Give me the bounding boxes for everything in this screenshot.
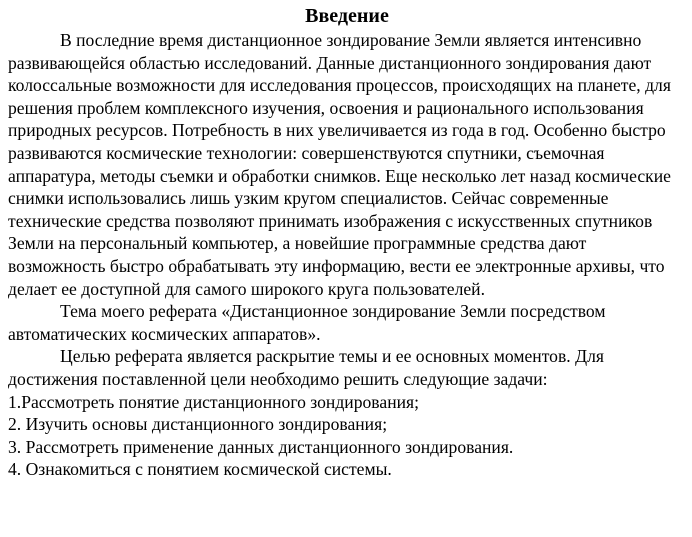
task-item: 3. Рассмотреть применение данных дистанционного зондирования.	[8, 436, 514, 457]
task-item: 4. Ознакомиться с понятием космической системы.	[8, 459, 392, 480]
goal-paragraph: Целью реферата является раскрытие темы и ее основных моментов. Для достижения поставленной цели необходимо решить следующие задачи:	[8, 346, 604, 389]
task-list	[8, 391, 686, 481]
intro-paragraph: В последние время дистанционное зондирование Земли является интенсивно развивающейся областью исследований. Данные дистанционного зондирования дают колоссальные возможности для исследования процессов, происходящих на планете, для решения проблем комплексного изучения, освоения и рационального использования природных ресурсов. Потребность в них увеличивается из года в год. Особенно быстро развиваются космические технологии: совершенствуются спутники, съемочная аппаратура, методы съемки и обработки снимков. Еще несколько лет назад космические снимки использовались лишь узким кругом специалистов. Сейчас современные технические средства позволяют принимать изображения с искусственных спутников Земли на персональный компьютер, а новейшие программные средства дают возможность быстро обрабатывать эту информацию, вести ее электронные архивы, что делает ее доступной для самого широкого круга пользователей.	[8, 30, 671, 299]
section-title: Введение	[305, 5, 389, 27]
topic-paragraph: Тема моего реферата «Дистанционное зондирование Земли посредством автоматических космических аппаратов».	[8, 301, 606, 344]
task-item: 1.Рассмотреть понятие дистанционного зондирования;	[8, 391, 420, 412]
task-item: 2. Изучить основы дистанционного зондирования;	[8, 414, 388, 435]
